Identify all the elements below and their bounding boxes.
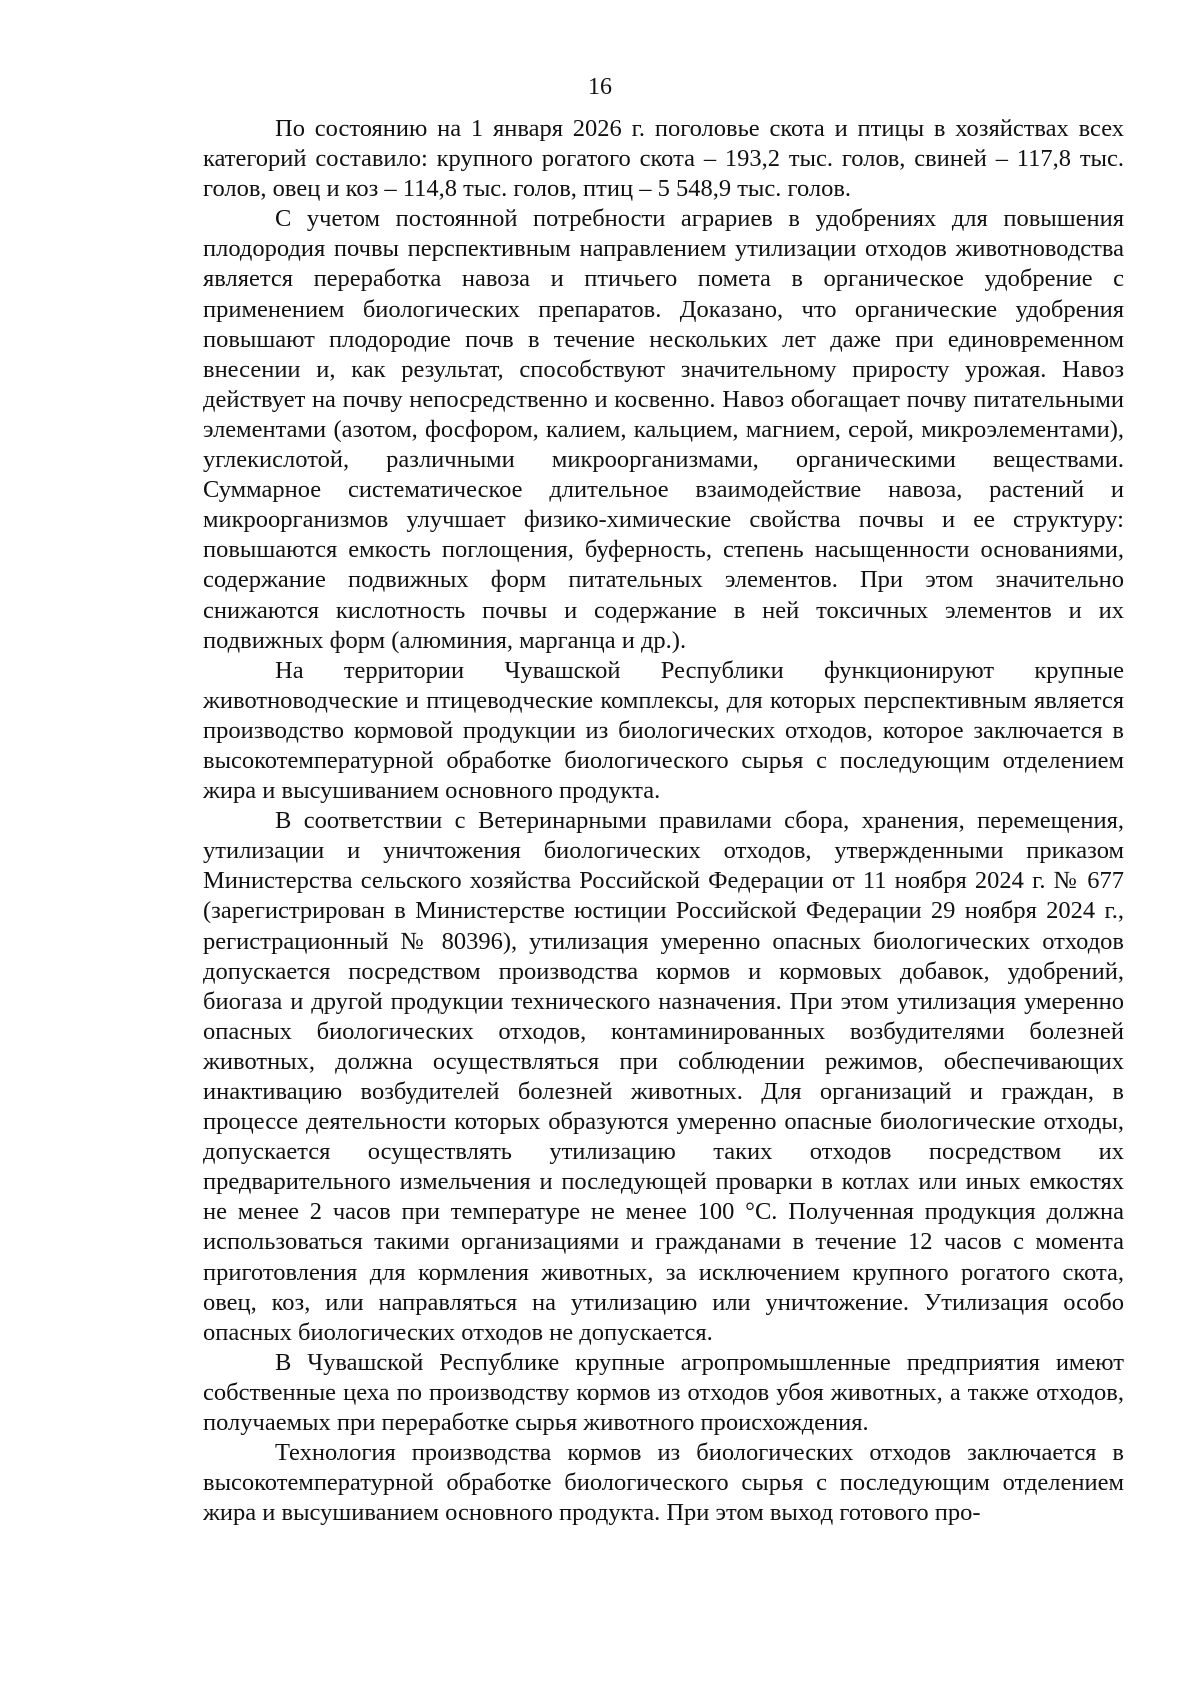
paragraph-organic-fertilizers: С учетом постоянной потребности аграриев в удобрениях для повышения плодородия почвы перспективным направлением утилизации отходов животноводства является переработка навоза и птичьего помета в органическое удобрение с применением биологических препаратов. Доказано, что органические удобрения повышают плодородие почв в течение нескольких лет даже при единовременном внесении и, как результат, способствуют значительному приросту урожая. Навоз действует на почву непосредственно и косвенно. Навоз обогащает почву питательными элементами (азотом, фосфором, калием, кальцием, магнием, серой, микроэлементами), углекислотой, различными микроорганизмами, органическими веществами. Суммарное систематическое длительное взаимодействие навоза, растений и микроорганизмов улучшает физико-химические свойства почвы и ее структуру: повышаются емкость поглощения, буферность, степень насыщенности основаниями, содержание подвижных форм питательных элементов. При этом значительно снижаются кислотность почвы и содержание в ней токсичных элементов и их подвижных форм (алюминия, марганца и др.). [203, 205, 1124, 654]
document-body [203, 114, 1124, 1528]
page-number: 16 [588, 74, 612, 100]
paragraph-feed-technology: Технология производства кормов из биологических отходов заключается в высокотемпературной обработке биологического сырья с последующим отделением жира и высушиванием основного продукта. При этом выход готового про- [203, 1439, 1124, 1527]
paragraph-feed-workshops: В Чувашской Республике крупные агропромышленные предприятия имеют собственные цеха по производству кормов из отходов убоя животных, а также отходов, получаемых при переработке сырья животного происхождения. [203, 1348, 1124, 1437]
paragraph-livestock-count: По состоянию на 1 января 2026 г. поголовье скота и птицы в хозяйствах всех категорий составило: крупного рогатого скота – 193,2 тыс. голов, свиней – 117,8 тыс. голов, овец и коз – 114,8 тыс. голов, птиц – 5 548,9 тыс. голов. [203, 115, 1124, 203]
paragraph-livestock-complexes: На территории Чувашской Республики функционируют крупные животноводческие и птицеводческие комплексы, для которых перспективным является производство кормовой продукции из биологических отходов, которое заключается в высокотемпературной обработке биологического сырья с последующим отделением жира и высушиванием основного продукта. [203, 656, 1124, 805]
paragraph-veterinary-rules: В соответствии с Ветеринарными правилами сбора, хранения, перемещения, утилизации и уничтожения биологических отходов, утвержденными приказом Министерства сельского хозяйства Российской Федерации от 11 ноября 2024 г. № 677 (зарегистрирован в Министерстве юстиции Российской Федерации 29 ноября 2024 г., регистрационный № 80396), утилизация умеренно опасных биологических отходов допускается посредством производства кормов и кормовых добавок, удобрений, биогаза и другой продукции технического назначения. При этом утилизация умеренно опасных биологических отходов, контаминированных возбудителями болезней животных, должна осуществляться при соблюдении режимов, обеспечивающих инактивацию возбудителей болезней животных. Для организаций и граждан, в процессе деятельности которых образуются умеренно опасные биологические отходы, допускается осуществлять утилизацию таких отходов посредством их предварительного измельчения и последующей проварки в котлах или иных емкостях не менее 2 часов при температуре не менее 100 °С. Полученная продукция должна использоваться такими организациями и гражданами в течение 12 часов с момента приготовления для кормления животных, за исключением крупного рогатого скота, овец, коз, или направляться на утилизацию или уничтожение. Утилизация особо опасных биологических отходов не допускается. [203, 807, 1124, 1346]
